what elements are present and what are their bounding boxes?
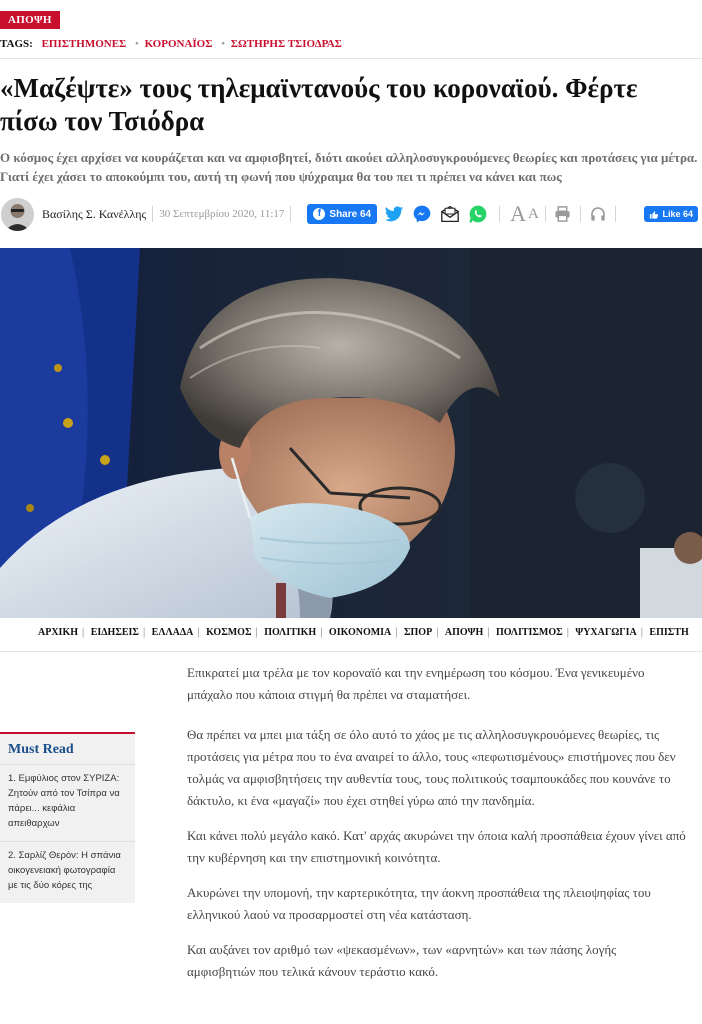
tags-row [0,38,342,50]
divider [290,206,291,222]
messenger-icon[interactable] [411,203,433,225]
author-avatar[interactable] [1,198,34,231]
tag-link[interactable]: ΣΩΤΗΡΗΣ ΤΣΙΟΔΡΑΣ [230,38,342,50]
divider [615,206,616,222]
divider [152,206,153,222]
must-read-item[interactable]: 1. Εμφύλιος στον ΣΥΡΙΖΑ: Ζητούν από τον Τσίπρα να πάρει... κεφάλια απειθαρχων [0,764,135,841]
article-paragraph: Επικρατεί μια τρέλα με τον κοροναϊό και την ενημέρωση του κόσμου. Ένα γενικευμένο μπάχαλο που κάποια στιγμή θα πρέπει να σταματήσει. [187,665,645,702]
article-body [187,662,687,996]
publish-date: 30 Σεπτεμβρίου 2020, 11:17 [159,208,285,220]
divider [580,206,581,222]
facebook-icon: f [313,208,325,220]
article-paragraph: Θα πρέπει να μπει μια τάξη σε όλο αυτό το χάος με τις αλληλοσυγκρουόμενες θεωρίες, τις προτάσεις για μέτρα που το ένα αναιρεί το άλλο, τους «πεφωτισμένους» επιστήμονες που δεν τολμάς να αμφισβητήσεις την αυθεντία τους, τους πολιτικούς τσαμπουκάδες που κουνάνε το δάκτυλο, κι ένα «μαγαζί» που έχει στηθεί γύρω από την πανδημία. [187,727,676,808]
thumbs-up-icon [649,210,659,219]
nav-separator: | [640,627,643,638]
whatsapp-icon[interactable] [467,203,489,225]
nav-item[interactable]: ΕΙΔΗΣΕΙΣ [90,627,139,638]
must-read-box [0,732,135,903]
like-label: Like 64 [662,209,693,219]
nav-item[interactable]: ΠΟΛΙΤΙΚΗ [264,627,317,638]
article-paragraph: Ακυρώνει την υπομονή, την καρτερικότητα, την άοκνη προσπάθεια της πλειοψηφίας του ελληνικού λαού να προσαρμοστεί στη νέα κατάσταση. [187,885,651,922]
article-paragraph: Και αυξάνει τον αριθμό των «ψεκασμένων», των «αρνητών» και των πάσης λογής αμφισβητιών που τελικά κάνουν τεράστιο κακό. [187,942,617,979]
nav-item[interactable]: ΕΠΙΣΤΗ [649,627,689,638]
headphones-icon[interactable] [587,203,609,225]
nav-item[interactable]: ΑΡΧΙΚΗ [38,627,78,638]
nav-separator: | [436,627,439,638]
category-badge[interactable]: ΑΠΟΨΗ [0,11,60,29]
twitter-icon[interactable] [383,203,405,225]
nav-separator: | [566,627,569,638]
section-nav [0,627,702,643]
nav-separator: | [142,627,146,638]
article-paragraph: Και κάνει πολύ μεγάλο κακό. Κατ' αρχάς ακυρώνει την όποια καλή προσπάθεια έχουν γίνει από την κυβέρνηση και την επιστημονική κοινότητα. [187,828,686,865]
nav-item[interactable]: ΑΠΟΨΗ [444,627,484,638]
hero-image [0,248,702,618]
tag-separator: • [221,38,226,50]
divider [0,58,702,59]
nav-item[interactable]: ΟΙΚΟΝΟΜΙΑ [328,627,392,638]
nav-item[interactable]: ΠΟΛΙΤΙΣΜΟΣ [495,627,563,638]
must-read-item[interactable]: 2. Σαρλίζ Θερόν: Η σπάνια οικογενειακή φωτογραφία με τις δύο κόρες της [0,841,135,903]
nav-item[interactable]: ΚΟΣΜΟΣ [206,627,252,638]
tags-label: TAGS: [0,38,33,50]
divider [0,651,702,652]
font-increase-button[interactable]: A [510,201,526,226]
tag-link[interactable]: ΚΟΡΟΝΑΪΟΣ [144,38,213,50]
nav-separator: | [487,627,490,638]
facebook-like-button[interactable] [644,206,698,222]
font-decrease-button[interactable]: A [528,205,539,222]
facebook-share-button[interactable] [307,204,377,224]
divider [499,206,500,222]
byline-bar [0,197,702,231]
tag-separator: • [134,38,139,50]
nav-item[interactable]: ΨΥΧΑΓΩΓΙΑ [575,627,637,638]
nav-item[interactable]: ΕΛΛΑΔΑ [151,627,194,638]
article-subhead: Ο κόσμος έχει αρχίσει να κουράζεται και να αμφισβητεί, διότι ακούει αλληλοσυγκρουόμενες θεωρίες και προτάσεις για μέτρα. Γιατί έχει χάσει το αποκούμπι του, αυτή τη φωνή που ψύχραιμα θα του πει τι πρέπει να κάνει και πως [0,150,698,184]
email-icon[interactable] [439,203,461,225]
tag-link[interactable]: ΕΠΙΣΤΗΜΟΝΕΣ [41,38,127,50]
nav-separator: | [255,627,258,638]
nav-separator: | [395,627,398,638]
print-icon[interactable] [552,203,574,225]
author-name[interactable]: Βασίλης Σ. Κανέλλης [42,206,147,221]
nav-separator: | [320,627,323,638]
nav-separator: | [82,627,85,638]
share-label: Share 64 [329,208,372,220]
divider [545,206,546,222]
must-read-title: Must Read [8,742,74,757]
nav-separator: | [197,627,200,638]
article-headline: «Μαζέψτε» τους τηλεμαϊντανούς του κοροναϊού. Φέρτε πίσω τον Τσιόδρα [0,73,638,136]
nav-item[interactable]: ΣΠΟΡ [403,627,433,638]
